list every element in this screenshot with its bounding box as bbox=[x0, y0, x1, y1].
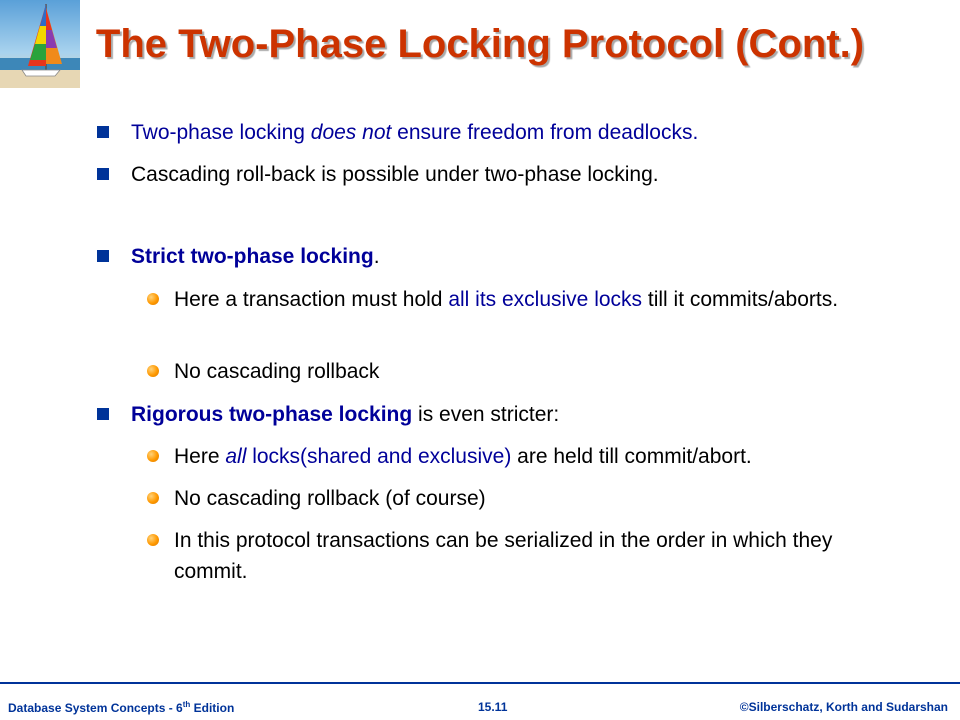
bullet-rigorous-2pl bbox=[131, 399, 931, 430]
bullet-text: till it commits/aborts. bbox=[642, 288, 839, 311]
bullet-text: Here bbox=[174, 445, 226, 468]
bullet-highlight: locks(shared and exclusive) bbox=[246, 445, 512, 468]
subbullet-all-locks-held bbox=[174, 441, 904, 472]
term-strict-2pl: Strict two-phase locking bbox=[131, 245, 374, 268]
round-bullet-icon bbox=[147, 450, 159, 462]
footer-text: Edition bbox=[190, 701, 235, 715]
term-rigorous-2pl: Rigorous two-phase locking bbox=[131, 403, 413, 426]
bullet-text: Two-phase locking bbox=[131, 121, 311, 144]
subbullet-serialized-commit-order: In this protocol transactions can be serialized in the order in which they commit. bbox=[174, 529, 833, 583]
footer-divider bbox=[0, 682, 960, 684]
round-bullet-icon bbox=[147, 492, 159, 504]
subbullet-hold-exclusive-locks bbox=[174, 284, 904, 315]
slide-number: 15.11 bbox=[478, 700, 508, 714]
round-bullet-icon bbox=[147, 293, 159, 305]
bullet-highlight: all its exclusive locks bbox=[448, 288, 643, 311]
bullet-text: Here a transaction must hold bbox=[174, 288, 449, 311]
footer-copyright: ©Silberschatz, Korth and Sudarshan bbox=[739, 700, 948, 714]
bullet-emphasis: all bbox=[225, 445, 247, 468]
subbullet-no-cascading-of-course: No cascading rollback (of course) bbox=[174, 487, 486, 510]
slide-title: The Two-Phase Locking Protocol (Cont.) bbox=[95, 22, 865, 66]
subbullet-no-cascading: No cascading rollback bbox=[174, 360, 380, 383]
square-bullet-icon bbox=[97, 250, 109, 262]
footer-text: Database System Concepts - 6 bbox=[8, 701, 183, 715]
square-bullet-icon bbox=[97, 408, 109, 420]
square-bullet-icon bbox=[97, 126, 109, 138]
square-bullet-icon bbox=[97, 168, 109, 180]
round-bullet-icon bbox=[147, 365, 159, 377]
bullet-cascading-rollback: Cascading roll-back is possible under two-phase locking. bbox=[131, 163, 659, 186]
bullet-emphasis: does not bbox=[310, 121, 392, 144]
bullet-text: is even stricter: bbox=[412, 403, 560, 426]
footer-book-title bbox=[8, 700, 234, 715]
bullet-text: are held till commit/abort. bbox=[511, 445, 752, 468]
bullet-text: ensure freedom from deadlocks. bbox=[391, 121, 699, 144]
bullet-deadlocks bbox=[131, 117, 931, 148]
bullet-text: . bbox=[373, 245, 380, 268]
round-bullet-icon bbox=[147, 534, 159, 546]
bullet-strict-2pl bbox=[131, 241, 931, 272]
footer-superscript: th bbox=[182, 700, 191, 709]
